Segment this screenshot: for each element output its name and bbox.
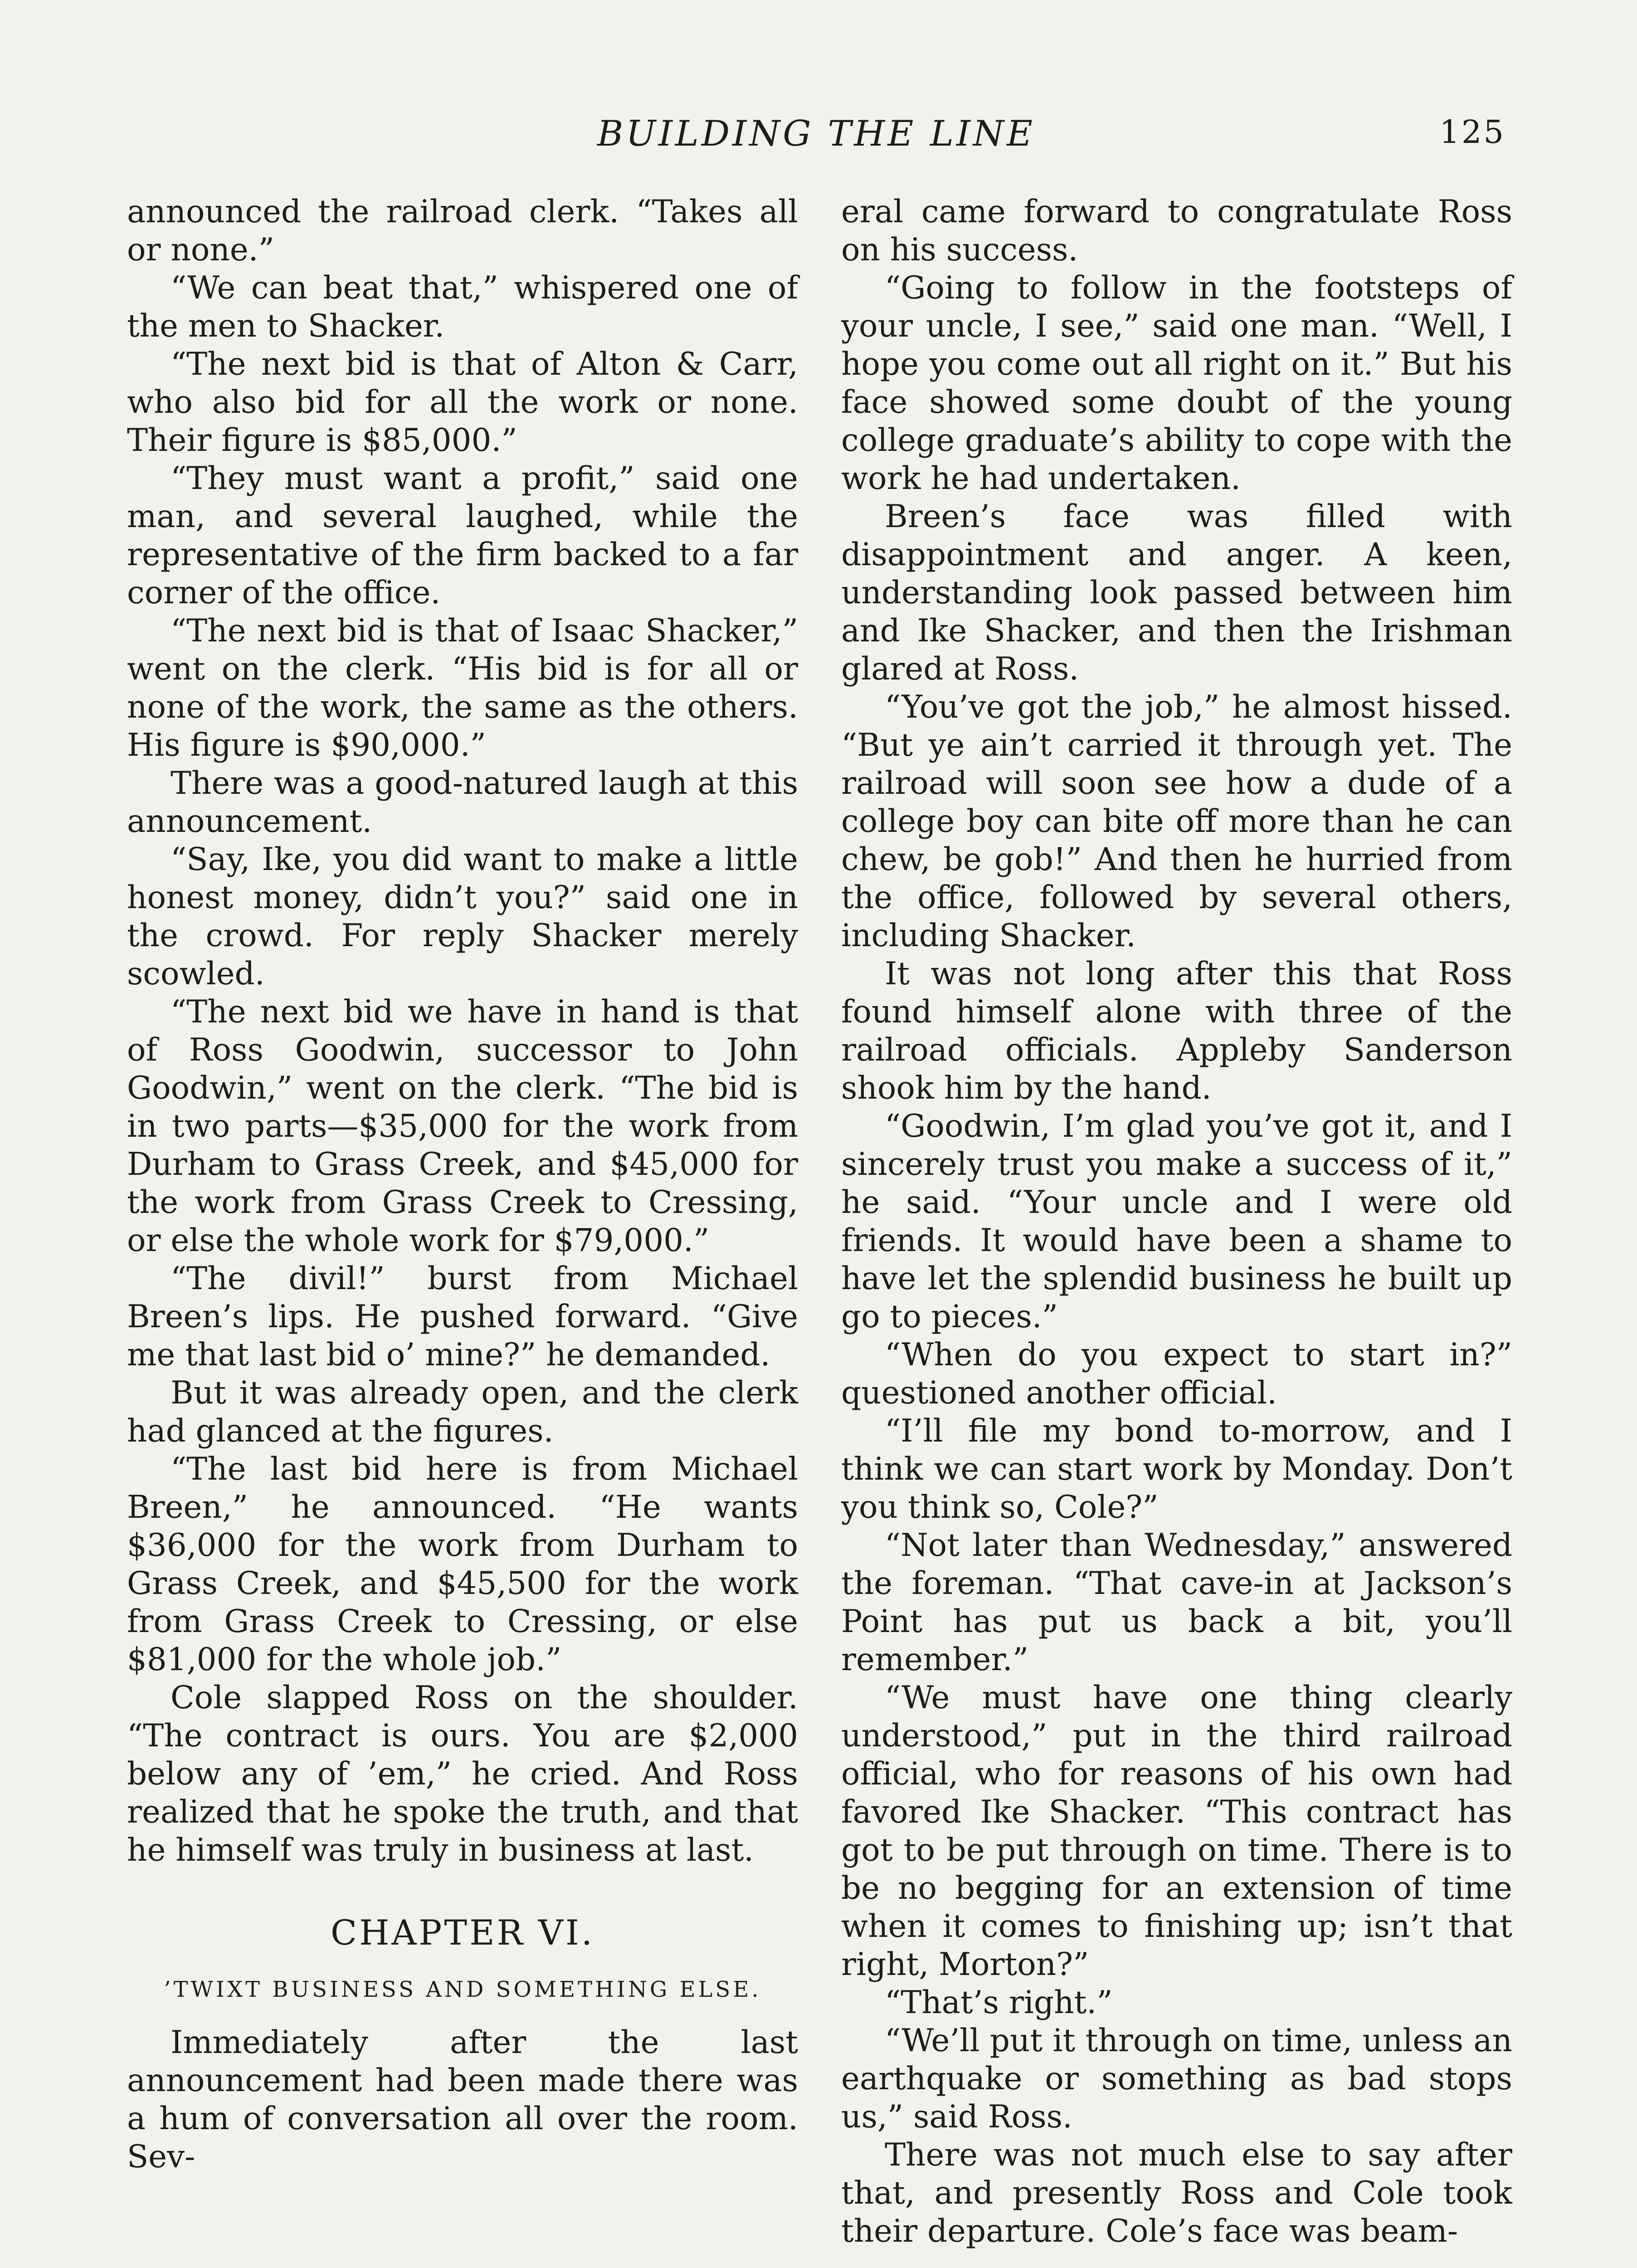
left-column [127,193,798,2176]
paragraph: Cole slapped Ross on the shoulder. “The contract is ours. You are $2,000 below any of ’em,” he cried. And Ross realized that he spoke the truth, and that he himself was truly in business at last. [127,1680,798,1868]
paragraph: eral came forward to congratulate Ross on his success. [841,194,1512,268]
paragraph: “Going to follow in the footsteps of your uncle, I see,” said one man. “Well, I hope you come out all right on it.” But his face showed some doubt of the young college graduate’s ability to cope with the work he had undertaken. [841,270,1512,497]
paragraph: Breen’s face was filled with disappointment and anger. A keen, understanding look passed between him and Ike Shacker, and then the Irishman glared at Ross. [841,499,1512,687]
paragraph: Immediately after the last announcement had been made there was a hum of conversation all over the room. Sev- [127,2024,798,2175]
paragraph: But it was already open, and the clerk had glanced at the figures. [127,1375,798,1449]
right-column [841,193,1512,2250]
page-number: 125 [1439,113,1505,151]
paragraph: “The divil!” burst from Michael Breen’s lips. He pushed forward. “Give me that last bid o’ mine?” he demanded. [127,1261,798,1373]
paragraph: “We must have one thing clearly understood,” put in the third railroad official, who for reasons of his own had favored Ike Shacker. “This contract has got to be put through on time. There is to be no begging for an extension of time when it comes to finishing up; isn’t that right, Morton?” [841,1680,1512,1983]
paragraph: announced the railroad clerk. “Takes all or none.” [127,194,798,268]
paragraph: “Say, Ike, you did want to make a little honest money, didn’t you?” said one in the crowd. For reply Shacker merely scowled. [127,841,798,992]
paragraph: “Not later than Wednesday,” answered the foreman. “That cave-in at Jackson’s Point has put us back a bit, you’ll remember.” [841,1527,1512,1678]
paragraph: “Goodwin, I’m glad you’ve got it, and I sincerely trust you make a success of it,” he said. “Your uncle and I were old friends. It would have been a shame to have let the splendid business he built up go to pieces.” [841,1108,1512,1335]
paragraph: There was a good-natured laugh at this announcement. [127,765,798,840]
paragraph: “They must want a profit,” said one man, and several laughed, while the representative of the firm backed to a far corner of the office. [127,460,798,611]
page-header [127,113,1505,163]
paragraph: “You’ve got the job,” he almost hissed. “But ye ain’t carried it through yet. The railroad will soon see how a dude of a college boy can bite off more than he can chew, be gob!” And then he hurried from the office, followed by several others, including Shacker. [841,689,1512,954]
paragraph: “I’ll file my bond to-morrow, and I think we can start work by Monday. Don’t you think so, Cole?” [841,1413,1512,1525]
paragraph: “The next bid is that of Isaac Shacker,” went on the clerk. “His bid is for all or none of the work, the same as the others. His figure is $90,000.” [127,613,798,763]
paragraph: “We can beat that,” whispered one of the men to Shacker. [127,270,798,344]
chapter-subtitle: ’TWIXT BUSINESS AND SOMETHING ELSE. [164,1977,761,2002]
paragraph: “The next bid we have in hand is that of Ross Goodwin, successor to John Goodwin,” went on the clerk. “The bid is in two parts—$35,000 for the work from Durham to Grass Creek, and $45,000 for the work from Grass Creek to Cressing, or else the whole work for $79,000.” [127,994,798,1259]
paragraph: “The next bid is that of Alton & Carr, who also bid for all the work or none. Their figure is $85,000.” [127,346,798,459]
paragraph: It was not long after this that Ross found himself alone with three of the railroad officials. Appleby Sanderson shook him by the hand. [841,956,1512,1106]
paragraph: “That’s right.” [885,1984,1113,2021]
chapter-title: CHAPTER VI. [330,1912,595,1953]
paragraph: “The last bid here is from Michael Breen,” he announced. “He wants $36,000 for the work from Durham to Grass Creek, and $45,500 for the work from Grass Creek to Cressing, or else $81,000 for the whole job.” [127,1451,798,1678]
paragraph: There was not much else to say after that, and presently Ross and Cole took their departure. Cole’s face was beam- [841,2137,1512,2249]
paragraph: “When do you expect to start in?” questioned another official. [841,1337,1512,1411]
paragraph: “We’ll put it through on time, unless an earthquake or something as bad stops us,” said Ross. [841,2023,1512,2135]
running-head: BUILDING THE LINE [597,113,1035,154]
